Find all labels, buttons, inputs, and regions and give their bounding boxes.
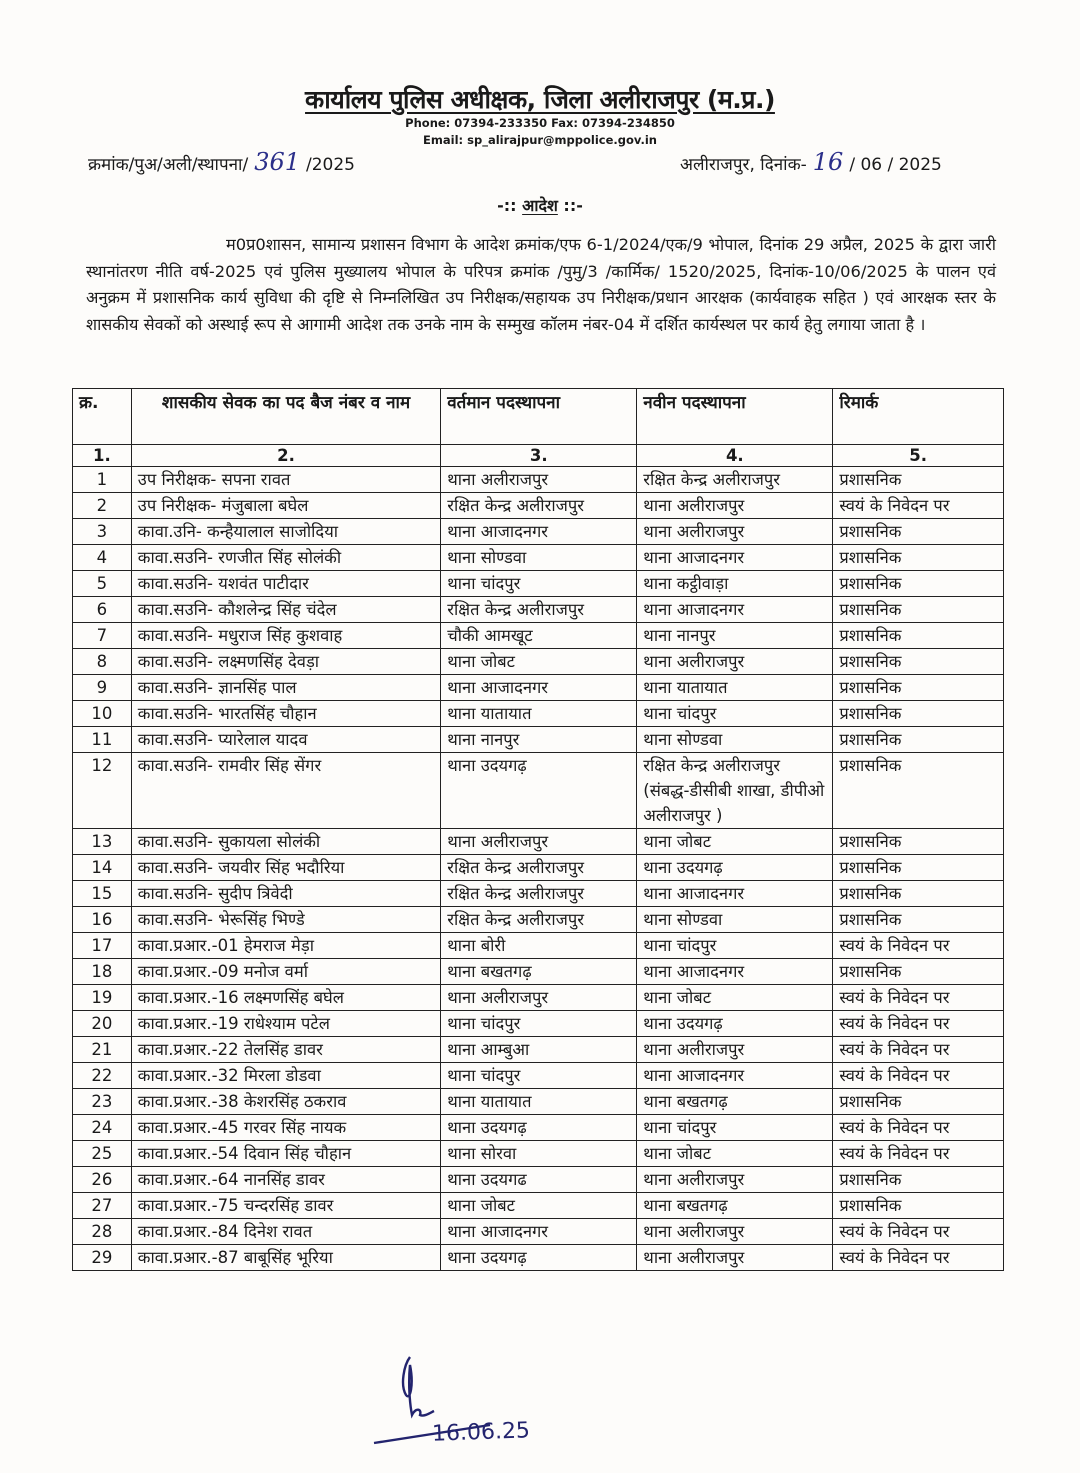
row-remark: स्वयं के निवेदन पर (833, 933, 1004, 959)
row-current-posting: थाना उदयगढ़ (441, 1245, 637, 1271)
ref-prefix: क्रमांक/पुअ/अली/स्थापना/ (88, 155, 249, 175)
row-sno: 27 (73, 1193, 132, 1219)
row-sno: 18 (73, 959, 132, 985)
row-current-posting: थाना जोबट (441, 1193, 637, 1219)
row-new-posting: थाना अलीराजपुर (637, 1037, 833, 1063)
row-sno: 20 (73, 1011, 132, 1037)
row-current-posting: थाना बोरी (441, 933, 637, 959)
row-new-posting: थाना आजादनगर (637, 1063, 833, 1089)
header-new-posting: नवीन पदस्थापना (637, 389, 833, 445)
row-sno: 8 (73, 649, 132, 675)
row-employee-name: कावा.प्रआर.-16 लक्ष्मणसिंह बघेल (131, 985, 440, 1011)
row-new-posting: थाना बखतगढ़ (637, 1089, 833, 1115)
row-employee-name: कावा.प्रआर.-32 मिरला डोडवा (131, 1063, 440, 1089)
row-current-posting: थाना अलीराजपुर (441, 985, 637, 1011)
row-new-posting: थाना जोबट (637, 829, 833, 855)
row-current-posting: रक्षित केन्द्र अलीराजपुर (441, 855, 637, 881)
row-sno: 2 (73, 493, 132, 519)
row-new-posting: थाना चांदपुर (637, 701, 833, 727)
table-row (73, 753, 1004, 829)
row-sno: 22 (73, 1063, 132, 1089)
header-sno: क्र. (73, 389, 132, 445)
row-employee-name: कावा.सउनि- सुदीप त्रिवेदी (131, 881, 440, 907)
row-sno: 12 (73, 753, 132, 829)
row-employee-name: कावा.प्रआर.-45 गरवर सिंह नायक (131, 1115, 440, 1141)
row-new-posting: थाना बखतगढ़ (637, 1193, 833, 1219)
row-sno: 28 (73, 1219, 132, 1245)
table-row (73, 1011, 1004, 1037)
row-current-posting: रक्षित केन्द्र अलीराजपुर (441, 493, 637, 519)
row-employee-name: उप निरीक्षक- सपना रावत (131, 467, 440, 493)
table-row (73, 701, 1004, 727)
table-row (73, 881, 1004, 907)
row-new-posting: रक्षित केन्द्र अलीराजपुर (637, 467, 833, 493)
date-day-handwritten: 16 (812, 148, 844, 176)
table-row (73, 571, 1004, 597)
row-new-posting: थाना अलीराजपुर (637, 1219, 833, 1245)
table-row (73, 1245, 1004, 1271)
row-remark: प्रशासनिक (833, 907, 1004, 933)
row-new-posting: थाना यातायात (637, 675, 833, 701)
row-new-posting: थाना आजादनगर (637, 597, 833, 623)
row-sno: 9 (73, 675, 132, 701)
row-sno: 26 (73, 1167, 132, 1193)
table-row (73, 1089, 1004, 1115)
row-new-posting: थाना उदयगढ़ (637, 855, 833, 881)
row-new-posting: थाना सोण्डवा (637, 727, 833, 753)
row-remark: स्वयं के निवेदन पर (833, 1011, 1004, 1037)
transfer-table (72, 388, 1004, 1271)
row-current-posting: थाना नानपुर (441, 727, 637, 753)
row-sno: 19 (73, 985, 132, 1011)
row-employee-name: कावा.प्रआर.-19 राधेश्याम पटेल (131, 1011, 440, 1037)
row-current-posting: थाना उदयगढ (441, 1167, 637, 1193)
row-remark: प्रशासनिक (833, 959, 1004, 985)
row-remark: प्रशासनिक (833, 829, 1004, 855)
row-employee-name: कावा.प्रआर.-01 हेमराज मेड़ा (131, 933, 440, 959)
row-current-posting: थाना आम्बुआ (441, 1037, 637, 1063)
table-row (73, 545, 1004, 571)
ref-year: /2025 (306, 155, 355, 175)
table-row (73, 493, 1004, 519)
row-current-posting: थाना अलीराजपुर (441, 467, 637, 493)
table-row (73, 727, 1004, 753)
row-new-posting: थाना उदयगढ़ (637, 1011, 833, 1037)
row-sno: 7 (73, 623, 132, 649)
table-row (73, 1037, 1004, 1063)
row-current-posting: थाना आजादनगर (441, 1219, 637, 1245)
table-row (73, 933, 1004, 959)
row-remark: प्रशासनिक (833, 571, 1004, 597)
row-employee-name: कावा.प्रआर.-84 दिनेश रावत (131, 1219, 440, 1245)
row-remark: स्वयं के निवेदन पर (833, 1115, 1004, 1141)
row-sno: 21 (73, 1037, 132, 1063)
table-row (73, 959, 1004, 985)
place-date (680, 148, 942, 176)
row-sno: 1 (73, 467, 132, 493)
row-new-posting: थाना अलीराजपुर (637, 493, 833, 519)
row-new-posting: थाना नानपुर (637, 623, 833, 649)
table-row (73, 1115, 1004, 1141)
row-employee-name: उप निरीक्षक- मंजुबाला बघेल (131, 493, 440, 519)
table-row (73, 1063, 1004, 1089)
table-row (73, 675, 1004, 701)
place-date-prefix: अलीराजपुर, दिनांक- (680, 155, 807, 175)
table-row (73, 467, 1004, 493)
signature-date: 16.06.25 (431, 1418, 531, 1447)
row-sno: 24 (73, 1115, 132, 1141)
row-remark: प्रशासनिक (833, 675, 1004, 701)
row-current-posting: थाना जोबट (441, 649, 637, 675)
row-current-posting: रक्षित केन्द्र अलीराजपुर (441, 907, 637, 933)
row-employee-name: कावा.सउनि- रामवीर सिंह सेंगर (131, 753, 440, 829)
row-sno: 3 (73, 519, 132, 545)
row-remark: स्वयं के निवेदन पर (833, 1037, 1004, 1063)
phone-fax-line: Phone: 07394-233350 Fax: 07394-234850 (405, 116, 675, 130)
row-new-posting: थाना अलीराजपुर (637, 1245, 833, 1271)
row-current-posting: थाना चांदपुर (441, 1063, 637, 1089)
table-row (73, 649, 1004, 675)
table-row (73, 1193, 1004, 1219)
row-new-posting: थाना अलीराजपुर (637, 1167, 833, 1193)
row-remark: प्रशासनिक (833, 649, 1004, 675)
row-remark: स्वयं के निवेदन पर (833, 1245, 1004, 1271)
table-row (73, 519, 1004, 545)
row-sno: 11 (73, 727, 132, 753)
table-row (73, 855, 1004, 881)
row-current-posting: थाना चांदपुर (441, 571, 637, 597)
header-name: शासकीय सेवक का पद बैज नंबर व नाम (131, 389, 440, 445)
row-remark: प्रशासनिक (833, 623, 1004, 649)
row-sno: 16 (73, 907, 132, 933)
row-new-posting: थाना अलीराजपुर (637, 649, 833, 675)
row-sno: 13 (73, 829, 132, 855)
row-remark: प्रशासनिक (833, 701, 1004, 727)
row-sno: 25 (73, 1141, 132, 1167)
row-new-posting: थाना आजादनगर (637, 959, 833, 985)
row-sno: 6 (73, 597, 132, 623)
row-remark: स्वयं के निवेदन पर (833, 493, 1004, 519)
row-remark: प्रशासनिक (833, 467, 1004, 493)
row-remark: स्वयं के निवेदन पर (833, 1219, 1004, 1245)
row-employee-name: कावा.सउनि- भेरूसिंह भिण्डे (131, 907, 440, 933)
row-remark: प्रशासनिक (833, 727, 1004, 753)
table-row (73, 623, 1004, 649)
row-remark: प्रशासनिक (833, 753, 1004, 829)
table-row (73, 1167, 1004, 1193)
row-employee-name: कावा.प्रआर.-75 चन्दरसिंह डावर (131, 1193, 440, 1219)
row-employee-name: कावा.सउनि- लक्ष्मणसिंह देवड़ा (131, 649, 440, 675)
row-current-posting: थाना उदयगढ़ (441, 1115, 637, 1141)
table-row (73, 829, 1004, 855)
row-employee-name: कावा.सउनि- प्यारेलाल यादव (131, 727, 440, 753)
row-remark: प्रशासनिक (833, 1089, 1004, 1115)
row-new-posting: थाना अलीराजपुर (637, 519, 833, 545)
row-employee-name: कावा.प्रआर.-87 बाबूसिंह भूरिया (131, 1245, 440, 1271)
row-employee-name: कावा.सउनि- यशवंत पाटीदार (131, 571, 440, 597)
row-remark: प्रशासनिक (833, 519, 1004, 545)
row-new-posting: थाना आजादनगर (637, 545, 833, 571)
row-employee-name: कावा.प्रआर.-22 तेलसिंह डावर (131, 1037, 440, 1063)
order-heading: -:: आदेश ::- (497, 196, 583, 215)
row-current-posting: थाना यातायात (441, 1089, 637, 1115)
row-sno: 15 (73, 881, 132, 907)
date-rest: / 06 / 2025 (849, 155, 942, 175)
row-current-posting: थाना सोरवा (441, 1141, 637, 1167)
email-line: Email: sp_alirajpur@mppolice.gov.in (423, 133, 657, 147)
row-new-posting: थाना सोण्डवा (637, 907, 833, 933)
row-current-posting: थाना आजादनगर (441, 519, 637, 545)
row-sno: 10 (73, 701, 132, 727)
order-paragraph: म0प्र0शासन, सामान्य प्रशासन विभाग के आदेश क्रमांक/एफ 6-1/2024/एक/9 भोपाल, दिनांक 29 अप्रैल, 2025 के द्वारा जारी स्थानांतरण नीति वर्ष-2025 एवं पुलिस मुख्यालय भोपाल के परिपत्र क्रमांक /पुमु/3 /कार्मिक/ 1520/2025, दिनांक-10/06/2025 के पालन एवं अनुक्रम में प्रशासनिक कार्य सुविधा की दृष्टि से निम्नलिखित उप निरीक्षक/सहायक उप निरीक्षक/प्रधान आरक्षक (कार्यवाहक सहित ) एवं आरक्षक स्तर के शासकीय सेवकों को अस्थाई रूप से आगामी आदेश तक उनके नाम के सम्मुख कॉलम नंबर-04 में दर्शित कार्यस्थल पर कार्य हेतु लगाया जाता है । (86, 235, 996, 334)
row-new-posting: रक्षित केन्द्र अलीराजपुर (संबद्ध-डीसीबी शाखा, डीपीओ अलीराजपुर ) (637, 753, 833, 829)
table-row (73, 907, 1004, 933)
row-employee-name: कावा.उनि- कन्हैयालाल साजोदिया (131, 519, 440, 545)
row-sno: 14 (73, 855, 132, 881)
row-new-posting: थाना चांदपुर (637, 933, 833, 959)
row-employee-name: कावा.प्रआर.-09 मनोज वर्मा (131, 959, 440, 985)
row-employee-name: कावा.सउनि- कौशलेन्द्र सिंह चंदेल (131, 597, 440, 623)
row-new-posting: थाना जोबट (637, 1141, 833, 1167)
row-remark: स्वयं के निवेदन पर (833, 1141, 1004, 1167)
row-employee-name: कावा.प्रआर.-54 दिवान सिंह चौहान (131, 1141, 440, 1167)
row-remark: प्रशासनिक (833, 855, 1004, 881)
row-sno: 29 (73, 1245, 132, 1271)
reference-number (88, 148, 355, 176)
table-row (73, 1141, 1004, 1167)
row-employee-name: कावा.सउनि- सुकायला सोलंकी (131, 829, 440, 855)
row-sno: 5 (73, 571, 132, 597)
table-row (73, 597, 1004, 623)
row-current-posting: थाना आजादनगर (441, 675, 637, 701)
row-new-posting: थाना चांदपुर (637, 1115, 833, 1141)
row-current-posting: थाना सोण्डवा (441, 545, 637, 571)
row-employee-name: कावा.प्रआर.-64 नानसिंह डावर (131, 1167, 440, 1193)
row-employee-name: कावा.सउनि- रणजीत सिंह सोलंकी (131, 545, 440, 571)
row-new-posting: थाना कट्ठीवाड़ा (637, 571, 833, 597)
header-current-posting: वर्तमान पदस्थापना (441, 389, 637, 445)
table-row (73, 1219, 1004, 1245)
row-current-posting: थाना बखतगढ़ (441, 959, 637, 985)
row-sno: 23 (73, 1089, 132, 1115)
row-new-posting: थाना आजादनगर (637, 881, 833, 907)
row-remark: प्रशासनिक (833, 545, 1004, 571)
row-current-posting: थाना अलीराजपुर (441, 829, 637, 855)
row-employee-name: कावा.सउनि- मधुराज सिंह कुशवाह (131, 623, 440, 649)
office-title: कार्यालय पुलिस अधीक्षक, जिला अलीराजपुर (म.प्र.) (305, 85, 775, 114)
row-current-posting: रक्षित केन्द्र अलीराजपुर (441, 597, 637, 623)
row-employee-name: कावा.सउनि- ज्ञानसिंह पाल (131, 675, 440, 701)
row-employee-name: कावा.सउनि- जयवीर सिंह भदौरिया (131, 855, 440, 881)
row-remark: प्रशासनिक (833, 1167, 1004, 1193)
row-current-posting: चौकी आमखूट (441, 623, 637, 649)
row-current-posting: थाना चांदपुर (441, 1011, 637, 1037)
table-row (73, 985, 1004, 1011)
row-remark: स्वयं के निवेदन पर (833, 985, 1004, 1011)
table-header-row (73, 389, 1004, 445)
row-remark: प्रशासनिक (833, 597, 1004, 623)
row-employee-name: कावा.सउनि- भारतसिंह चौहान (131, 701, 440, 727)
row-remark: प्रशासनिक (833, 1193, 1004, 1219)
row-remark: प्रशासनिक (833, 881, 1004, 907)
row-sno: 4 (73, 545, 132, 571)
row-employee-name: कावा.प्रआर.-38 केशरसिंह ठकराव (131, 1089, 440, 1115)
column-number-row: 1. 2. 3. 4. 5. (73, 445, 1004, 467)
ref-number-handwritten: 361 (254, 148, 300, 176)
row-current-posting: रक्षित केन्द्र अलीराजपुर (441, 881, 637, 907)
row-sno: 17 (73, 933, 132, 959)
row-current-posting: थाना उदयगढ़ (441, 753, 637, 829)
header-remark: रिमार्क (833, 389, 1004, 445)
row-current-posting: थाना यातायात (441, 701, 637, 727)
row-new-posting: थाना जोबट (637, 985, 833, 1011)
row-remark: स्वयं के निवेदन पर (833, 1063, 1004, 1089)
